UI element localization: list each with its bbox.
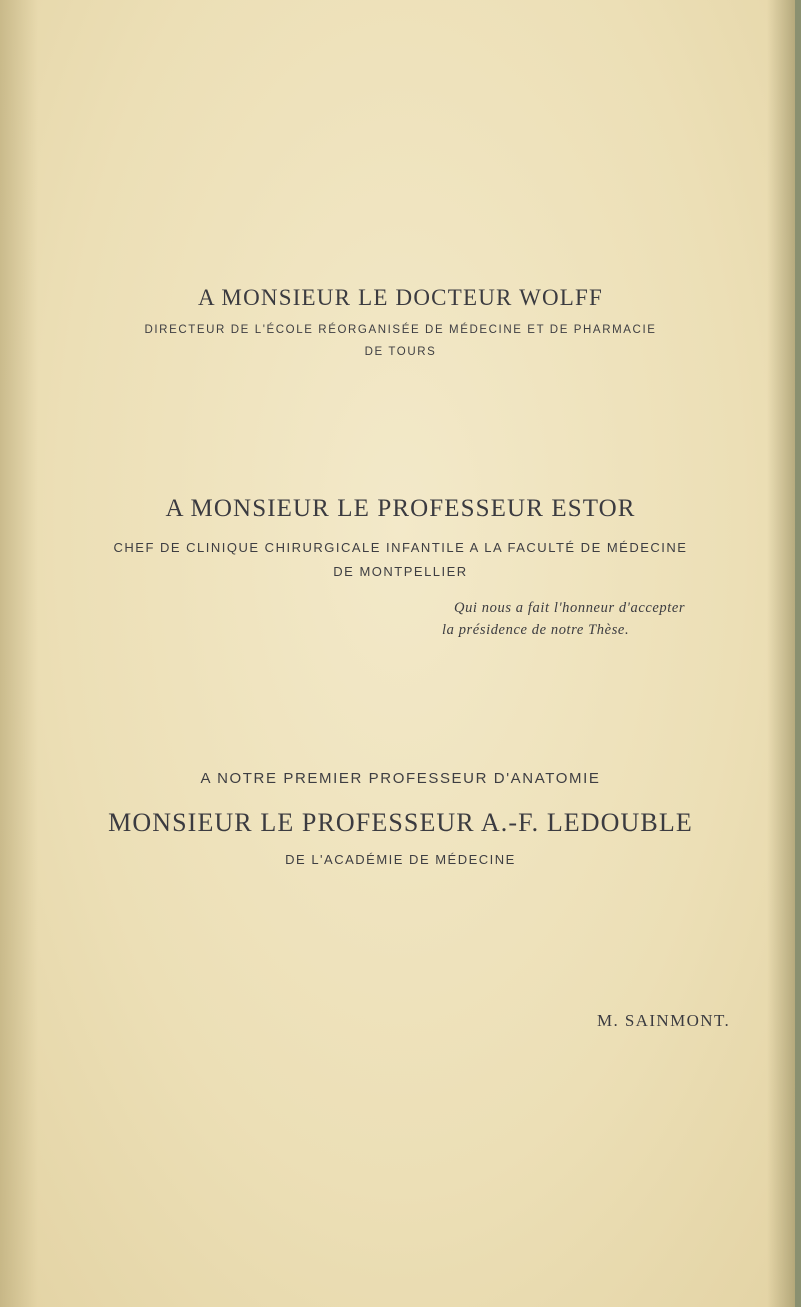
dedication-ledouble-title-line-1: DE L'ACADÉMIE DE MÉDECINE	[285, 852, 516, 867]
dedication-wolff-title-line-1: DIRECTEUR DE L'ÉCOLE RÉORGANISÉE DE MÉDECINE ET DE PHARMACIE	[144, 324, 657, 336]
page-edge-shadow-left	[0, 0, 38, 1307]
dedication-estor-note-line-1: Qui nous a fait l'honneur d'accepter	[454, 600, 686, 616]
dedication-wolff-title-line-2: DE TOURS	[364, 346, 437, 358]
dedication-wolff-name: A MONSIEUR LE DOCTEUR WOLFF	[197, 285, 604, 310]
dedication-estor-title-line-1: CHEF DE CLINIQUE CHIRURGICALE INFANTILE A LA FACULTÉ DE MÉDECINE	[113, 540, 688, 555]
dedication-ledouble-intro: A NOTRE PREMIER PROFESSEUR D'ANATOMIE	[200, 770, 601, 787]
author-signature: M. SAINMONT.	[597, 1011, 731, 1030]
dedication-ledouble-name: MONSIEUR LE PROFESSEUR A.-F. LEDOUBLE	[108, 808, 693, 837]
page-binding-strip	[795, 0, 801, 1307]
dedication-estor-note-line-2: la présidence de notre Thèse.	[442, 622, 630, 638]
dedication-estor-name: A MONSIEUR LE PROFESSEUR ESTOR	[165, 495, 636, 522]
dedication-estor-title-line-2: DE MONTPELLIER	[333, 564, 468, 579]
